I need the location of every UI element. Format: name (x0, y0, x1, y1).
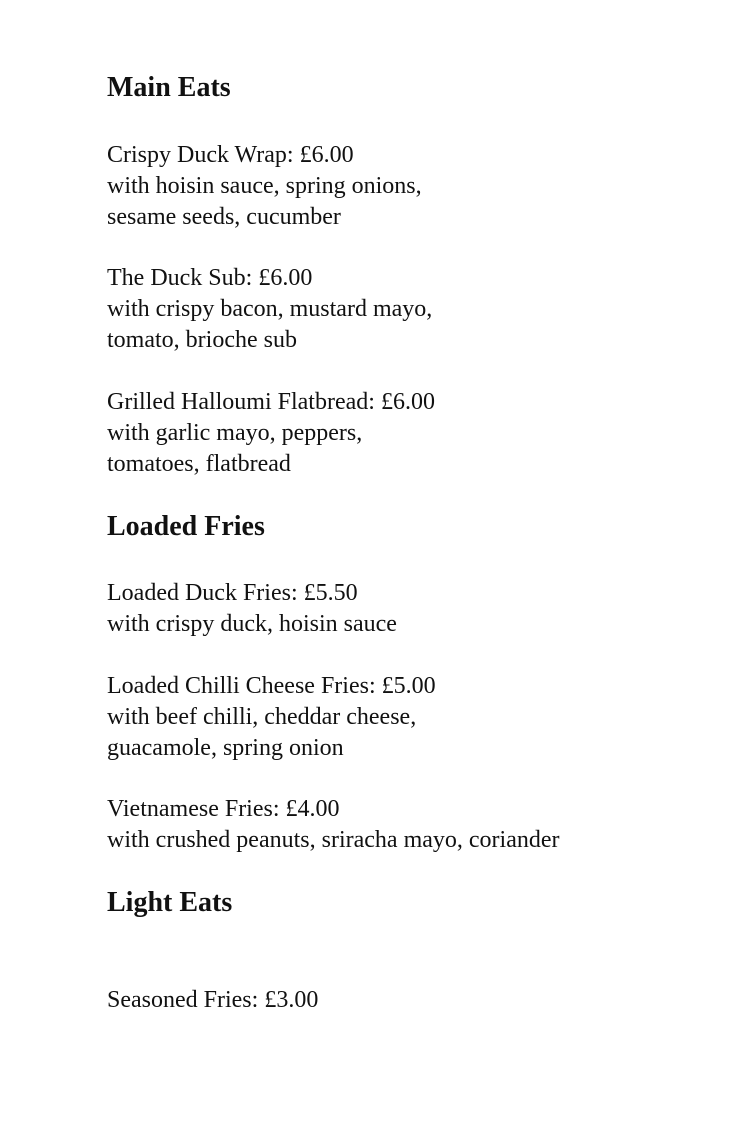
menu-item-title: The Duck Sub: £6.00 (107, 265, 313, 291)
menu-item-description: with crushed peanuts, sriracha mayo, coriander (107, 827, 560, 853)
menu-item-chilli-cheese-fries (107, 671, 436, 764)
section-heading-loaded-fries: Loaded Fries (107, 511, 265, 542)
section-heading-light-eats: Light Eats (107, 887, 233, 918)
menu-item-description: guacamole, spring onion (107, 735, 344, 761)
section-heading-main-eats: Main Eats (107, 72, 231, 103)
menu-item-loaded-duck-fries (107, 578, 397, 640)
menu-item-halloumi-flatbread (107, 387, 435, 480)
menu-item-title: Seasoned Fries: £3.00 (107, 987, 319, 1013)
menu-item-title: Crispy Duck Wrap: £6.00 (107, 142, 354, 168)
menu-item-description: with garlic mayo, peppers, (107, 420, 363, 446)
menu-item-title: Loaded Chilli Cheese Fries: £5.00 (107, 673, 436, 699)
menu-item-description: tomato, brioche sub (107, 327, 297, 353)
menu-item-crispy-duck-wrap (107, 140, 422, 233)
menu-item-description: with beef chilli, cheddar cheese, (107, 704, 417, 730)
menu-item-description: with crispy duck, hoisin sauce (107, 611, 397, 637)
menu-item-vietnamese-fries (107, 794, 560, 856)
menu-item-description: tomatoes, flatbread (107, 451, 291, 477)
menu-item-title: Loaded Duck Fries: £5.50 (107, 580, 358, 606)
menu-item-duck-sub (107, 263, 432, 356)
menu-item-description: sesame seeds, cucumber (107, 204, 341, 230)
menu-item-seasoned-fries (107, 985, 318, 1016)
menu-item-title: Grilled Halloumi Flatbread: £6.00 (107, 389, 435, 415)
menu-item-description: with hoisin sauce, spring onions, (107, 173, 422, 199)
menu-item-description: with crispy bacon, mustard mayo, (107, 296, 433, 322)
menu-item-title: Vietnamese Fries: £4.00 (107, 796, 340, 822)
